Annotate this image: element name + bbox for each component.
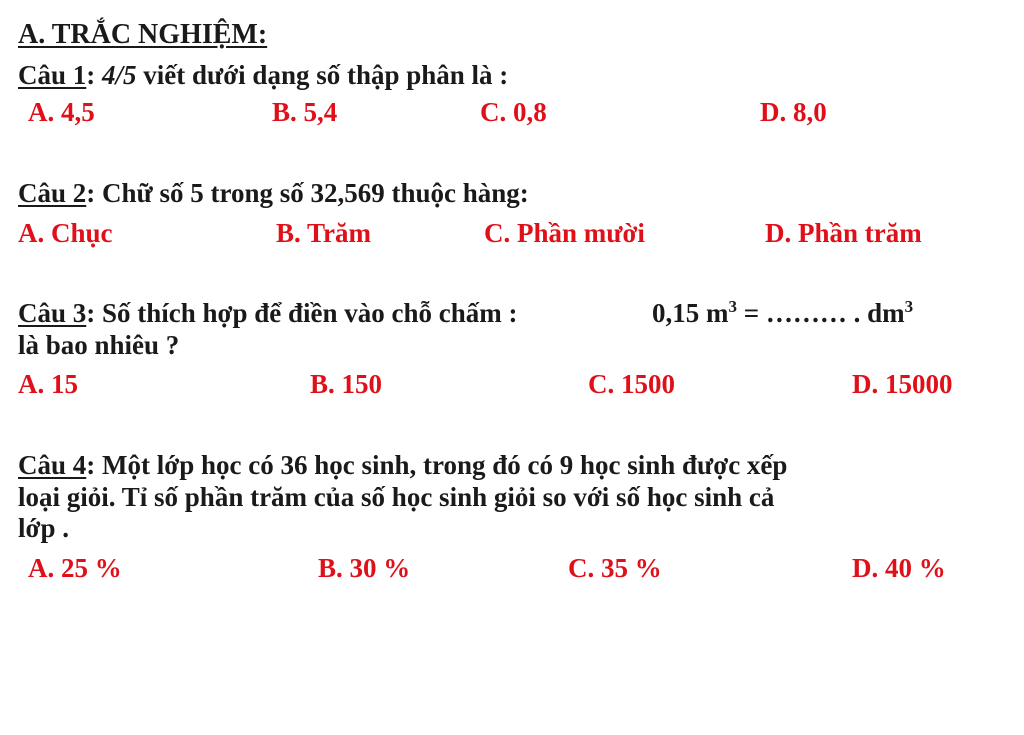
question-4-text-line2: loại giỏi. Tỉ số phần trăm của số học sinh giỏi so với số học sinh cả xyxy=(18,482,775,512)
question-4-option-c[interactable]: C. 35 % xyxy=(568,553,662,583)
question-3-label: Câu 3 xyxy=(18,298,87,328)
question-3-option-d[interactable]: D. 15000 xyxy=(852,369,953,399)
question-2-option-a[interactable]: A. Chục xyxy=(18,218,113,248)
question-4-option-b[interactable]: B. 30 % xyxy=(318,553,411,583)
question-2-option-d[interactable]: D. Phần trăm xyxy=(765,218,922,248)
question-4-text-line3: lớp . xyxy=(18,513,69,543)
question-3-expr-sup2: 3 xyxy=(904,297,914,316)
question-4-option-d[interactable]: D. 40 % xyxy=(852,553,946,583)
question-2-label: Câu 2 xyxy=(18,178,87,208)
question-1-option-a[interactable]: A. 4,5 xyxy=(28,97,95,127)
question-3-option-c[interactable]: C. 1500 xyxy=(588,369,675,399)
question-1-option-b[interactable]: B. 5,4 xyxy=(272,97,338,127)
question-1-option-c[interactable]: C. 0,8 xyxy=(480,97,547,127)
question-3-option-b[interactable]: B. 150 xyxy=(310,369,383,399)
question-3-line2: là bao nhiêu ? xyxy=(18,330,180,360)
question-1: Câu 1: 4/5 viết dưới dạng số thập phân là : xyxy=(18,60,509,90)
section-title: A. TRẮC NGHIỆM: xyxy=(18,19,268,50)
question-3-expr-sup: 3 xyxy=(728,297,737,316)
question-3-expr-middle: = ……… . dm xyxy=(737,298,905,328)
question-4-option-a[interactable]: A. 25 % xyxy=(28,553,122,583)
question-3-text: Số thích hợp để điền vào chỗ chấm : xyxy=(102,298,518,328)
question-1-fraction: 4/5 xyxy=(102,60,137,90)
question-3: Câu 3: Số thích hợp để điền vào chỗ chấm : xyxy=(18,298,518,328)
question-1-option-d[interactable]: D. 8,0 xyxy=(760,97,827,127)
question-3-expr-value: 0,15 m xyxy=(652,298,729,328)
question-2: Câu 2: Chữ số 5 trong số 32,569 thuộc hàng: xyxy=(18,178,529,208)
question-2-text: Chữ số 5 trong số 32,569 thuộc hàng: xyxy=(102,178,529,208)
question-2-option-c[interactable]: C. Phần mười xyxy=(484,218,645,248)
question-3-option-a[interactable]: A. 15 xyxy=(18,369,78,399)
question-4-label: Câu 4 xyxy=(18,450,87,480)
question-4: Câu 4: Một lớp học có 36 học sinh, trong đó có 9 học sinh được xếp xyxy=(18,450,788,480)
question-4-text-line1: Một lớp học có 36 học sinh, trong đó có 9 học sinh được xếp xyxy=(102,450,788,480)
question-1-label: Câu 1 xyxy=(18,60,87,90)
question-3-expression xyxy=(652,298,913,328)
question-2-option-b[interactable]: B. Trăm xyxy=(276,218,372,248)
question-1-text: viết dưới dạng số thập phân là : xyxy=(136,60,509,90)
